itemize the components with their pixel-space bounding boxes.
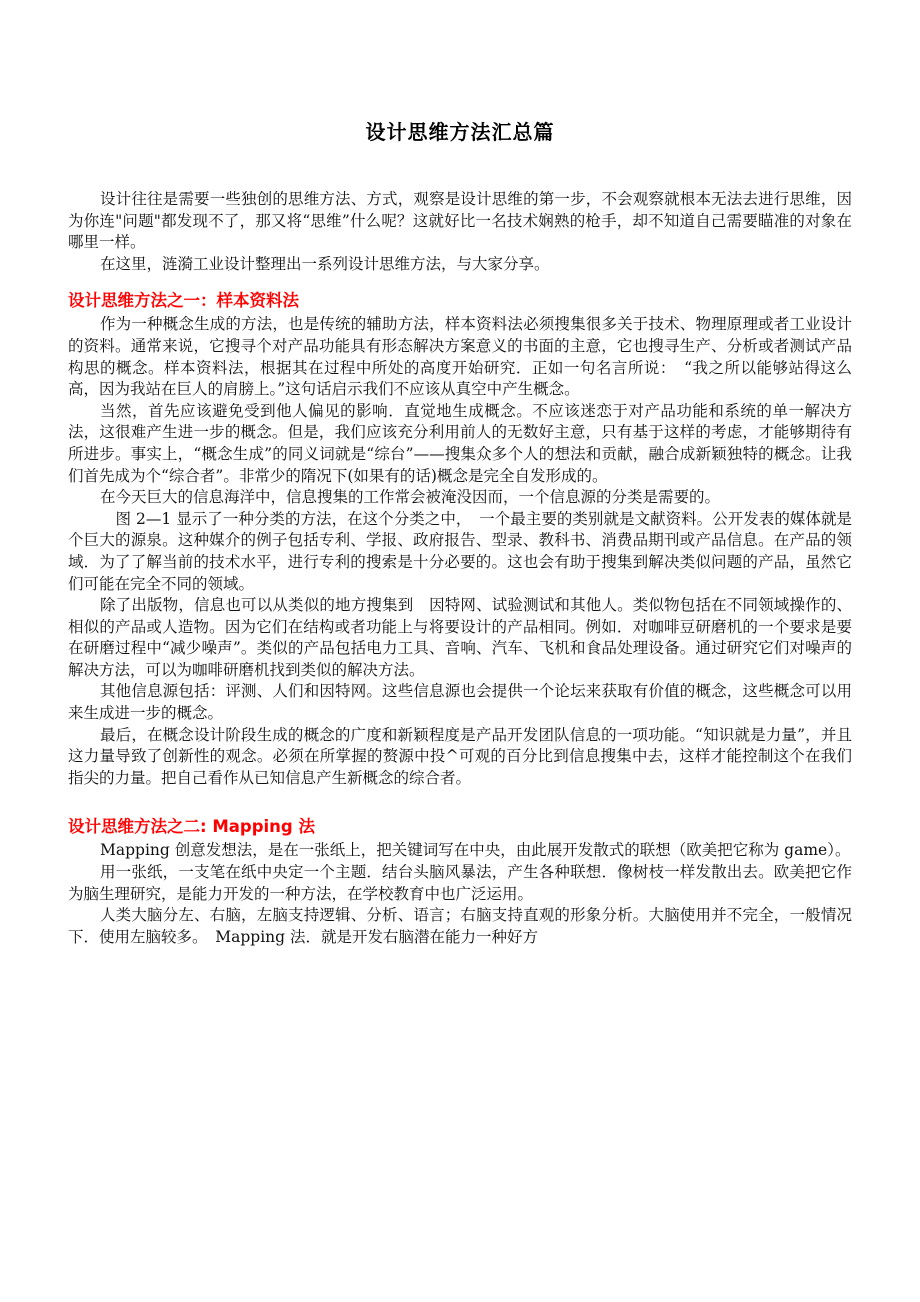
section-1-paragraph-5: 除了出版物，信息也可以从类似的地方搜集到 因特网、试验测试和其他人。类似物包括在不同领域操作的、相似的产品或人造物。因为它们在结构或者功能上与将要设计的产品相同。例如．对咖啡豆研磨机的一个要求是要在研磨过程中“减少噪声”。类似的产品包括电力工具、音响、汽车、飞机和食品处理设备。通过研究它们对噪声的解决方法，可以为咖啡研磨机找到类似的解决方法。	[68, 596, 852, 679]
section-2-paragraph-1: Mapping 创意发想法，是在一张纸上，把关键词写在中央，由此展开发散式的联想（欧美把它称为 game）。	[100, 841, 851, 860]
section-1-paragraph-2: 当然，首先应该避免受到他人偏见的影响．直觉地生成概念。不应该迷恋于对产品功能和系统的单一解决方法，这很难产生进一步的概念。但是，我们应该充分利用前人的无数好主意，只有基于这样的考虑，才能够期待有所进步。事实上，“概念生成”的同义词就是“综台”——搜集众多个人的想法和贡献，融合成新颖独特的概念。让我们首先成为个“综合者”。非常少的隋况下(如果有的话)概念是完全自发形成的。	[68, 401, 852, 485]
section-1-paragraph-7: 最后，在概念设计阶段生成的概念的广度和新颖程度是产品开发团队信息的一项功能。“知识就是力量”，并且这力量导致了创新性的观念。必须在所掌握的赘源中投^可观的百分比到信息搜集中去，这样才能控制这个在我们指尖的力量。把自己看作从已知信息产生新概念的综合者。	[68, 725, 852, 787]
document-content	[68, 0, 852, 948]
intro-paragraph-1: 设计往往是需要一些独创的思维方法、方式，观察是设计思维的第一步，不会观察就根本无法去进行思维，因为你连"问题"都发现不了，那又将“思维”什么呢？这就好比一名技术娴熟的枪手，却不知道自己需要瞄准的对象在哪里一样。	[68, 190, 852, 252]
section-1-paragraph-6: 其他信息源包括：评测、人们和因特网。这些信息源也会提供一个论坛来获取有价值的概念，这些概念可以用来生成进一步的概念。	[68, 682, 852, 723]
section-2-paragraph-2: 用一张纸，一支笔在纸中央定一个主题．结台头脑风暴法，产生各种联想．像树枝一样发散出去。欧美把它作为脑生理研究，是能力开发的一种方法，在学校教育中也广泛运用。	[68, 863, 852, 903]
page-title: 设计思维方法汇总篇	[365, 120, 555, 144]
heading-spacer-1	[68, 275, 852, 289]
section-1-paragraph-4: 图 2—1 显示了一种分类的方法，在这个分类之中， 一个最主要的类别就是文献资料。公开发表的媒体就是个巨大的源泉。这种媒介的例子包括专利、学报、政府报告、型录、教科书、消费品期刊或产品信息。在产品的领域．为了了解当前的技术水平，进行专利的搜索是十分必要的。这也会有助于搜集到解决类似问题的产品，虽然它们可能在完全不同的领域。	[68, 509, 852, 593]
heading-spacer-2	[68, 789, 852, 815]
title-spacer	[68, 146, 852, 189]
section-heading-1: 设计思维方法之一：样本资料法	[68, 291, 299, 311]
section-2-paragraph-3: 人类大脑分左、右脑，左脑支持逻辑、分析、语言；右脑支持直观的形象分析。大脑使用并不完全，一般情况下．使用左脑较多。 Mapping 法．就是开发右脑潜在能力一种好方	[68, 906, 852, 946]
section-1-paragraph-1: 作为一种概念生成的方法，也是传统的辅助方法，样本资料法必须搜集很多关于技术、物理原理或者工业设计的资料。通常来说，它搜寻个对产品功能具有形态解决方案意义的书面的主意，它也搜寻生产、分析或者测试产品构思的概念。样本资料法，根据其在过程中所处的高度开始研究．正如一句名言所说： “我之所以能够站得这么高，因为我站在巨人的肩膀上。”这句话启示我们不应该从真空中产生概念。	[68, 315, 852, 399]
section-1-paragraph-3: 在今天巨大的信息海洋中，信息搜集的工作常会被淹没因而，一个信息源的分类是需要的。	[100, 488, 721, 507]
section-heading-2: 设计思维方法之二: Mapping 法	[68, 817, 315, 837]
intro-paragraph-2: 在这里，涟漪工业设计整理出一系列设计思维方法，与大家分享。	[100, 254, 550, 273]
